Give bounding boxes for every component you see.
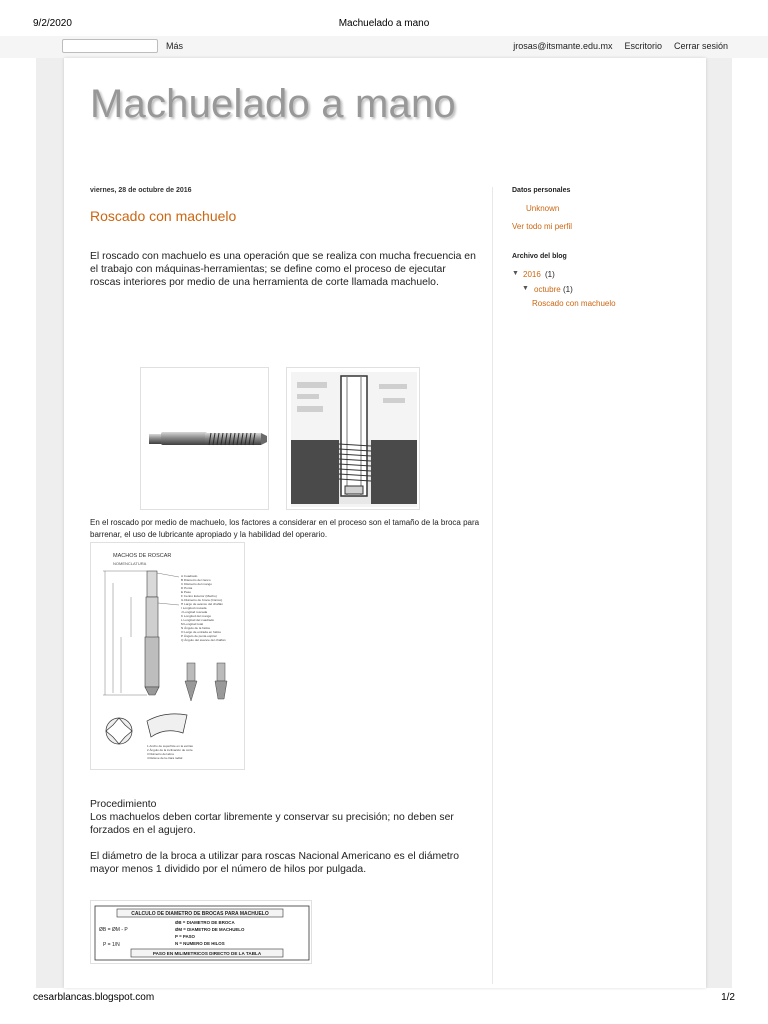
archive-month-count: (1) — [563, 285, 573, 294]
cross-section-image — [287, 368, 421, 511]
footer-url: cesarblancas.blogspot.com — [33, 992, 155, 1003]
blog-archive-heading: Archivo del blog — [512, 253, 567, 260]
legend-line: I Longitud roscada — [181, 606, 207, 610]
legend-line: N Ángulo de la hélice — [181, 626, 211, 630]
blog-title[interactable]: Machuelado a mano — [90, 82, 456, 126]
procedure-section — [90, 798, 480, 889]
formula-footer: PASO EN MILIMETRICOS DIRECTO DE LA TABLA — [152, 951, 262, 956]
collapse-arrow-icon[interactable]: ▼ — [512, 270, 519, 277]
personal-data-heading: Datos personales — [512, 187, 571, 194]
formula-equation: ØB = ØM - P — [99, 927, 128, 933]
post-intro: El roscado con machuelo es una operación que se realiza con mucha frecuencia en el trabajo con máquinas-herramientas; se define como el proceso de ejecutar roscas interiores por medio de una herramienta de corte llamada machuelo. — [90, 251, 476, 288]
collapse-arrow-icon[interactable]: ▼ — [522, 285, 529, 292]
tap-photo[interactable] — [140, 367, 269, 510]
diagram-subtitle: NOMENCLATURA — [113, 561, 147, 566]
formula-def: P = PASO — [175, 934, 195, 939]
formula-pitch: P = 1/N — [103, 942, 120, 948]
dashboard-link[interactable]: Escritorio — [624, 41, 662, 51]
print-title: Machuelado a mano — [338, 18, 430, 29]
drill-formula-table[interactable] — [90, 900, 312, 964]
footer-page-number: 1/2 — [721, 992, 735, 1003]
post-date: viernes, 28 de octubre de 2016 — [90, 187, 192, 194]
legend2-line: 1 Ancho de superficie en la estrías — [147, 744, 193, 748]
post-title[interactable]: Roscado con machuelo — [90, 208, 237, 224]
legend2-line: 2 Ángulo de la inclinación de corte — [147, 748, 193, 752]
legend-line: J Longitud roscada — [181, 610, 208, 614]
formula-def: N = NUMERO DE HILOS — [175, 941, 225, 946]
archive-year-link[interactable]: 2016 — [523, 270, 541, 279]
formula-def: ØM = DIAMETRO DE MACHUELO — [175, 927, 245, 932]
archive-post-link[interactable]: Roscado con machuelo — [532, 299, 616, 308]
procedure-text: Los machuelos deben cortar libremente y conservar su precisión; no deben ser forzados en el agujero. — [90, 812, 454, 836]
legend-line: H Largo de avance del chaflán — [181, 602, 223, 606]
formula-def: ØB = DIAMETRO DE BROCA — [175, 920, 235, 925]
post-caption: En el roscado por medio de machuelo, los factores a considerar en el proceso son el tamaño de la broca para barrenar, el uso de lubricante apropiado y la habilidad del operario. — [90, 518, 480, 539]
legend-line: L Longitud del cuadrado — [181, 618, 215, 622]
legend-line: P Ángulo de punta espiral — [181, 634, 217, 638]
tap-image — [141, 368, 270, 511]
legend-line: G Diámetro de broca (Cónico) — [181, 598, 223, 602]
print-header — [0, 0, 768, 36]
user-email[interactable]: jrosas@itsmante.edu.mx — [513, 41, 613, 51]
tapping-cross-section[interactable] — [286, 367, 420, 510]
formula-header: CALCULO DE DIAMETRO DE BROCAS PARA MACHUELO — [131, 911, 269, 917]
legend-line: A Cuadrado — [181, 574, 198, 578]
blogger-navbar — [0, 36, 768, 58]
archive-year-count: (1) — [545, 270, 555, 279]
view-profile-link[interactable]: Ver todo mi perfil — [512, 222, 573, 231]
archive-month-link[interactable]: octubre — [534, 285, 561, 294]
sidebar-divider — [492, 187, 493, 984]
legend-line: E Paso — [181, 590, 191, 594]
search-input[interactable] — [62, 39, 158, 53]
formula-image — [91, 901, 313, 965]
legend-line: M Longitud total — [181, 622, 204, 626]
tap-nomenclature-diagram[interactable] — [90, 542, 245, 770]
legend-line: D Punta — [181, 586, 193, 590]
navbar-user-links — [513, 41, 728, 51]
legend-line: C Diámetro del mango — [181, 582, 212, 586]
legend2-line: 3 Diámetro del alma — [147, 752, 174, 756]
legend-line: B Diámetro del zanco — [181, 578, 211, 582]
legend-line: F Centro Exterior (Macho) — [181, 594, 217, 598]
legend-line: Q Ángulo del avance del chaflán — [181, 638, 226, 642]
legend2-line: 4 Relieve de la clara radial — [147, 756, 183, 760]
legend-line: K Longitud del mango — [181, 614, 212, 618]
procedure-text-2: El diámetro de la broca a utilizar para roscas Nacional Americano es el diámetro mayor menos 1 dividido por el número de hilos por pulgada. — [90, 851, 460, 875]
procedure-title: Procedimiento — [90, 799, 157, 810]
more-link[interactable]: Más — [166, 41, 184, 51]
legend-line: O Largo de entrada en hélice — [181, 630, 222, 634]
diagram-title: MACHOS DE ROSCAR — [113, 553, 172, 559]
nomenclature-image — [91, 543, 246, 771]
sign-out-link[interactable]: Cerrar sesión — [673, 41, 728, 51]
print-date: 9/2/2020 — [33, 18, 72, 29]
profile-name-link[interactable]: Unknown — [526, 204, 560, 213]
